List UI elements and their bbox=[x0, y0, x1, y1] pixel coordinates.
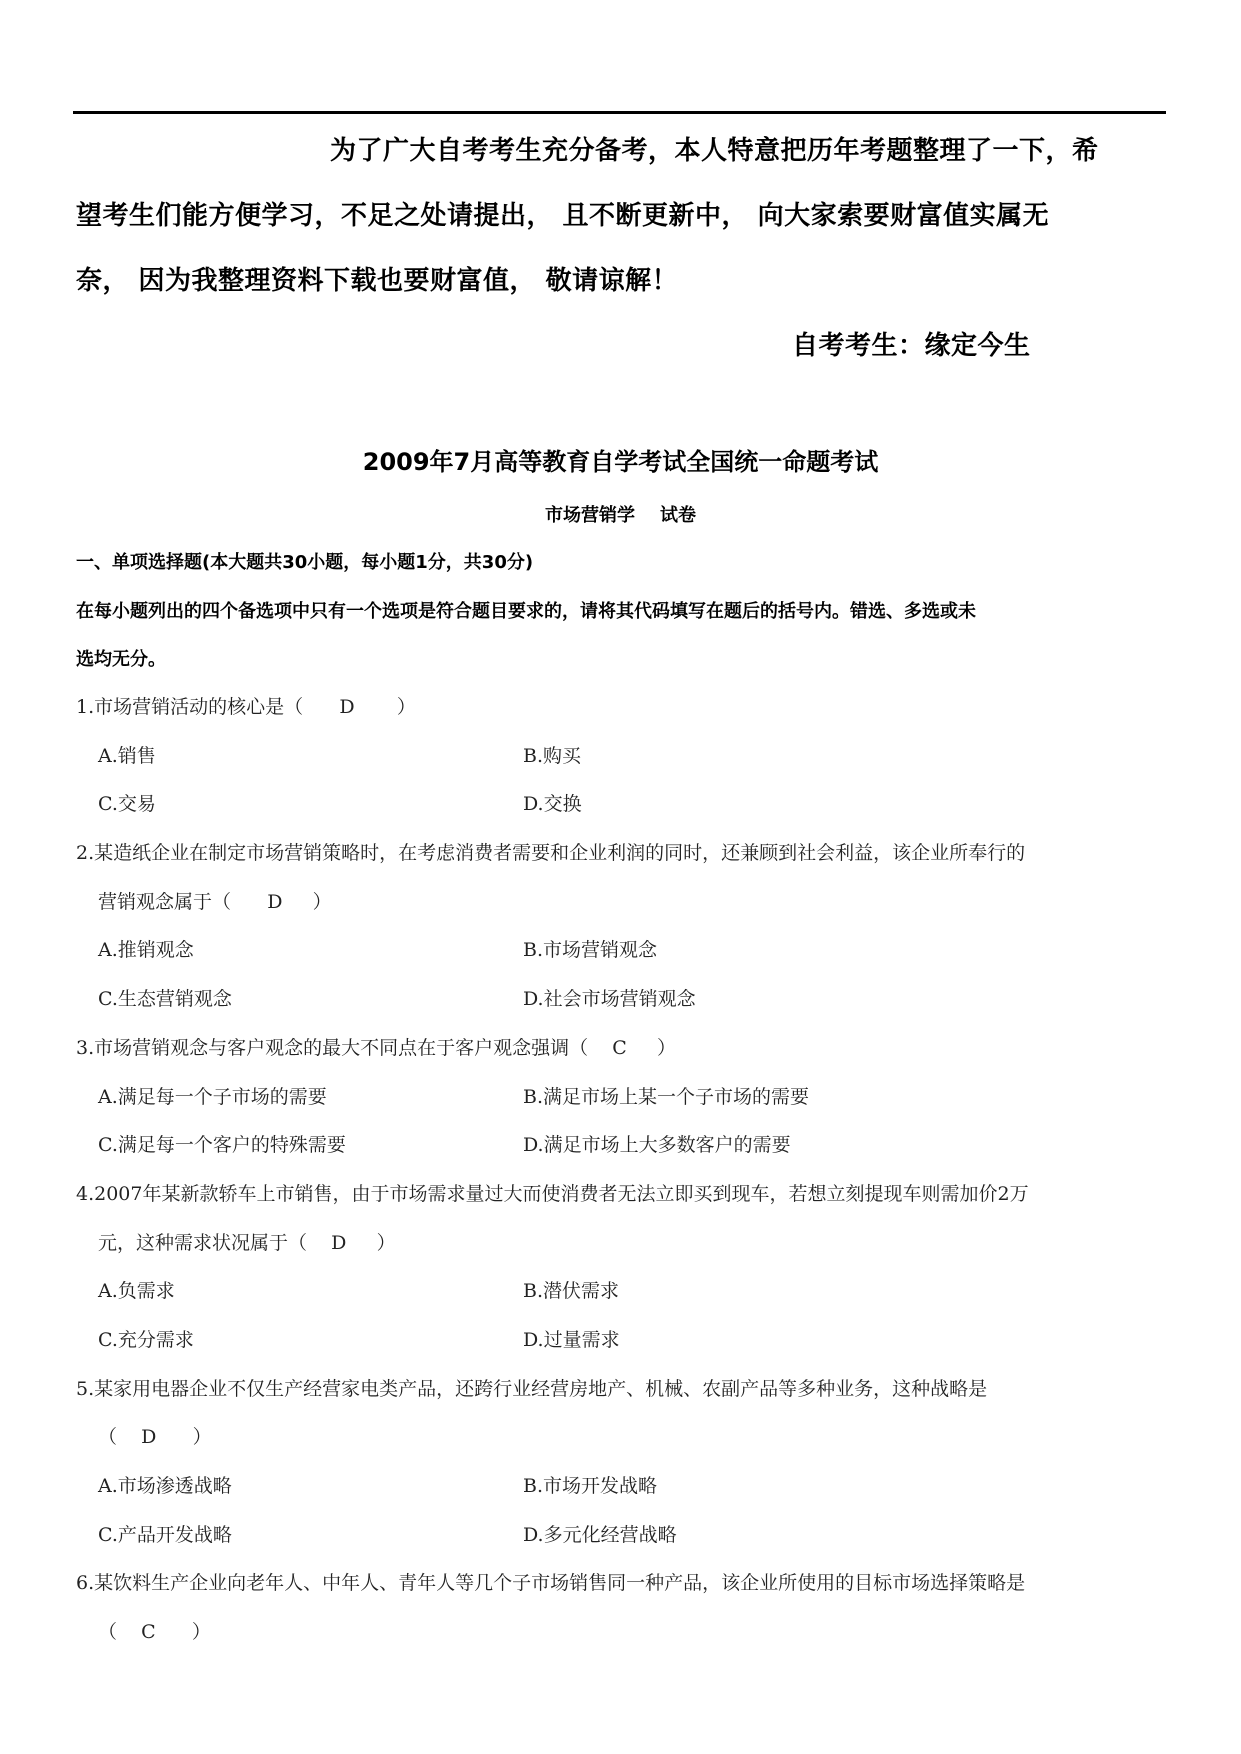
option-c: C.产品开发战略 bbox=[98, 1523, 232, 1546]
section-heading: 一、单项选择题(本大题共30小题，每小题1分，共30分) bbox=[76, 552, 534, 573]
question-6-stem: 6.某饮料生产企业向老年人、中年人、青年人等几个子市场销售同一种产品，该企业所使用的目标市场选择策略是 bbox=[76, 1572, 1026, 1595]
intro-signature: 自考考生：缘定今生 bbox=[792, 331, 1031, 361]
header-rule bbox=[73, 111, 1166, 114]
question-1-options-row bbox=[76, 732, 1176, 781]
option-b: B.购买 bbox=[523, 744, 582, 767]
option-b: B.满足市场上某一个子市场的需要 bbox=[523, 1085, 810, 1108]
question-5-stem: 5.某家用电器企业不仅生产经营家电类产品，还跨行业经营房地产、机械、农副产品等多种业务，这种战略是 bbox=[76, 1377, 988, 1400]
exam-title: 2009年7月高等教育自学考试全国统一命题考试 bbox=[362, 448, 879, 476]
option-a: A.满足每一个子市场的需要 bbox=[98, 1085, 327, 1108]
question-4-stem-cont: 元，这种需求状况属于（ D ） bbox=[98, 1231, 396, 1254]
question-4-options-row bbox=[76, 1267, 1176, 1316]
option-c: C.交易 bbox=[98, 793, 156, 816]
question-4-stem: 4.2007年某新款轿车上市销售，由于市场需求量过大而使消费者无法立即买到现车，若想立刻提现车则需加价2万 bbox=[76, 1182, 1029, 1205]
exam-subtitle: 市场营销学 试卷 bbox=[544, 505, 697, 526]
option-d: D.过量需求 bbox=[523, 1328, 620, 1351]
question-2-options-row bbox=[76, 975, 1176, 1024]
question-3-stem: 3.市场营销观念与客户观念的最大不同点在于客户观念强调（ C ） bbox=[76, 1036, 677, 1059]
question-5-options-row bbox=[76, 1511, 1176, 1560]
question-6-stem-cont: （ C ） bbox=[98, 1621, 211, 1644]
question-2-stem-cont: 营销观念属于（ D ） bbox=[98, 890, 332, 913]
intro-line-1: 为了广大自考考生充分备考，本人特意把历年考题整理了一下，希 bbox=[330, 136, 1099, 166]
question-3-options-row bbox=[76, 1121, 1176, 1170]
option-c: C.充分需求 bbox=[98, 1328, 194, 1351]
question-2-options-row bbox=[76, 926, 1176, 975]
option-c: C.满足每一个客户的特殊需要 bbox=[98, 1134, 346, 1157]
instruction-line-2: 选均无分。 bbox=[76, 649, 166, 670]
intro-line-3: 奈， 因为我整理资料下载也要财富值， 敬请谅解！ bbox=[76, 266, 679, 296]
question-5-options-row bbox=[76, 1462, 1176, 1511]
option-c: C.生态营销观念 bbox=[98, 988, 232, 1011]
question-5-stem-cont: （ D ） bbox=[98, 1426, 212, 1449]
intro-line-2: 望考生们能方便学习，不足之处请提出， 且不断更新中， 向大家索要财富值实属无 bbox=[76, 201, 1050, 231]
option-b: B.潜伏需求 bbox=[523, 1280, 620, 1303]
option-a: A.推销观念 bbox=[98, 939, 194, 962]
option-b: B.市场营销观念 bbox=[523, 939, 658, 962]
question-3-options-row bbox=[76, 1073, 1176, 1122]
option-a: A.负需求 bbox=[98, 1280, 175, 1303]
question-1-stem: 1.市场营销活动的核心是（ D ） bbox=[76, 696, 416, 718]
option-d: D.多元化经营战略 bbox=[523, 1523, 677, 1546]
instruction-line-1: 在每小题列出的四个备选项中只有一个选项是符合题目要求的，请将其代码填写在题后的括号内。错选、多选或未 bbox=[76, 601, 976, 622]
option-a: A.市场渗透战略 bbox=[98, 1475, 232, 1497]
question-list bbox=[76, 683, 1176, 1657]
question-2-stem: 2.某造纸企业在制定市场营销策略时，在考虑消费者需要和企业利润的同时，还兼顾到社会利益，该企业所奉行的 bbox=[76, 842, 1026, 865]
question-1-options-row bbox=[76, 780, 1176, 829]
option-d: D.满足市场上大多数客户的需要 bbox=[523, 1134, 791, 1157]
question-4-options-row bbox=[76, 1316, 1176, 1365]
option-b: B.市场开发战略 bbox=[523, 1475, 658, 1497]
option-a: A.销售 bbox=[98, 744, 156, 767]
option-d: D.社会市场营销观念 bbox=[523, 988, 696, 1011]
option-d: D.交换 bbox=[523, 793, 582, 816]
